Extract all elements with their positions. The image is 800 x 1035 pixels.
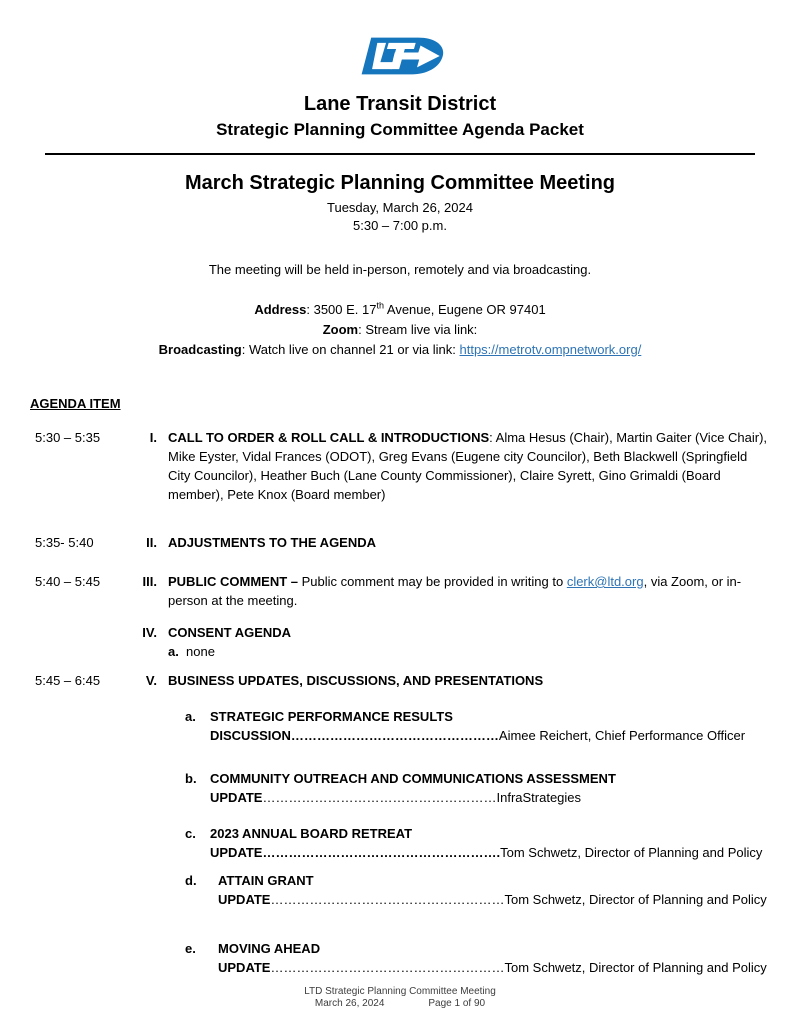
meeting-time: 5:30 – 7:00 p.m. bbox=[353, 218, 447, 233]
business-item-e-letter: e. bbox=[185, 941, 196, 956]
header-logo-wrap bbox=[0, 0, 800, 81]
meeting-date: Tuesday, March 26, 2024 bbox=[327, 200, 473, 215]
business-item-a-label: DISCUSSION bbox=[210, 728, 291, 743]
zoom-rest: : Stream live via link: bbox=[358, 322, 478, 337]
agenda-item-4-lead: CONSENT AGENDA bbox=[168, 625, 292, 640]
business-item-e-label: UPDATE bbox=[218, 960, 271, 975]
agenda-item-2-time: 5:35- 5:40 bbox=[35, 535, 94, 550]
agenda-item-1 bbox=[0, 428, 800, 504]
agenda-item-1-lead: CALL TO ORDER & ROLL CALL & INTRODUCTIONS bbox=[168, 430, 490, 445]
packet-title: Strategic Planning Committee Agenda Packet bbox=[216, 120, 584, 139]
agenda-item-4 bbox=[0, 623, 800, 661]
agenda-item-2-lead: ADJUSTMENTS TO THE AGENDA bbox=[168, 535, 377, 550]
broadcast-link[interactable]: https://metrotv.ompnetwork.org/ bbox=[459, 342, 642, 357]
business-item-e-body bbox=[210, 939, 772, 977]
business-item-b-presenter: InfraStrategies bbox=[496, 790, 582, 805]
clerk-email-link[interactable]: clerk@ltd.org bbox=[566, 574, 644, 589]
business-item-e bbox=[185, 939, 772, 977]
address-pre: : 3500 E. 17 bbox=[306, 302, 377, 317]
consent-sub-letter: a. bbox=[168, 644, 179, 659]
agenda-item-4-time bbox=[35, 623, 127, 661]
footer-meta bbox=[0, 998, 800, 1010]
agenda-item-1-rest: : Alma Hesus (Chair), Martin Gaiter (Vice Chair), Mike Eyster, Vidal Frances (ODOT), Greg Evans (Eugene city Councilor), Beth Blackwell (Springfield City Councilor), Heather Buch (Lane County Commissioner), Claire Syrett, Gino Grimaldi (Board member), Pete Knox (Board member) bbox=[168, 430, 768, 502]
business-item-d-dots: ……………………………………………… bbox=[270, 892, 505, 907]
business-item-b-label: UPDATE bbox=[210, 790, 263, 805]
address-label: Address bbox=[254, 302, 307, 317]
broadcasting-line bbox=[0, 340, 800, 360]
agenda-item-1-text bbox=[157, 428, 772, 504]
address-rest: Avenue, Eugene OR 97401 bbox=[384, 302, 546, 317]
business-item-e-title: MOVING AHEAD bbox=[218, 941, 321, 956]
zoom-line bbox=[0, 320, 800, 340]
business-item-a-body bbox=[210, 707, 772, 745]
agenda-item-1-time: 5:30 – 5:35 bbox=[35, 430, 101, 445]
business-item-d bbox=[185, 871, 772, 909]
business-item-d-letter: d. bbox=[185, 873, 197, 888]
footer-date: March 26, 2024 bbox=[314, 998, 385, 1009]
agenda-item-5-lead: BUSINESS UPDATES, DISCUSSIONS, AND PRESENTATIONS bbox=[168, 673, 544, 688]
agenda-item-5-time: 5:45 – 6:45 bbox=[35, 673, 101, 688]
zoom-label: Zoom bbox=[322, 322, 359, 337]
page-footer bbox=[0, 986, 800, 1010]
business-item-a bbox=[185, 707, 772, 745]
header-divider bbox=[45, 153, 755, 155]
agenda-item-5 bbox=[0, 671, 800, 977]
meeting-title: March Strategic Planning Committee Meeting bbox=[184, 172, 616, 194]
consent-sub-text: none bbox=[186, 644, 215, 659]
consent-sub-item bbox=[168, 642, 772, 661]
business-item-d-title: ATTAIN GRANT bbox=[218, 873, 314, 888]
agenda-list bbox=[0, 428, 800, 977]
agenda-item-2 bbox=[0, 533, 800, 552]
agenda-item-1-numeral: I. bbox=[149, 430, 157, 445]
agenda-item-3-lead: PUBLIC COMMENT – bbox=[168, 574, 302, 589]
broadcasting-label: Broadcasting bbox=[158, 342, 242, 357]
business-item-d-body bbox=[210, 871, 772, 909]
business-item-c-title: 2023 ANNUAL BOARD RETREAT bbox=[210, 826, 413, 841]
business-item-d-presenter: Tom Schwetz, Director of Planning and Policy bbox=[504, 892, 767, 907]
business-item-a-letter: a. bbox=[185, 709, 196, 724]
agenda-item-3-time: 5:40 – 5:45 bbox=[35, 574, 101, 589]
business-item-b-dots: ……………………………………………… bbox=[262, 790, 497, 805]
business-item-c-presenter: Tom Schwetz, Director of Planning and Policy bbox=[500, 845, 763, 860]
agenda-item-2-numeral: II. bbox=[146, 535, 157, 550]
address-line bbox=[0, 300, 800, 320]
agenda-heading: AGENDA ITEM bbox=[30, 396, 121, 411]
agenda-item-3 bbox=[0, 572, 800, 610]
meeting-format-note: The meeting will be held in-person, remotely and via broadcasting. bbox=[208, 262, 592, 277]
business-item-b-title: COMMUNITY OUTREACH AND COMMUNICATIONS ASSESSMENT bbox=[210, 771, 616, 786]
business-item-c-dots-bold: ………………………………………………. bbox=[262, 845, 501, 860]
business-item-a-dots-bold: ………………………………………… bbox=[290, 728, 499, 743]
business-item-d-leader-line bbox=[218, 890, 772, 909]
agenda-item-4-numeral: IV. bbox=[142, 625, 157, 640]
address-ordinal: th bbox=[376, 300, 384, 311]
agenda-item-2-text bbox=[157, 533, 772, 552]
footer-title: LTD Strategic Planning Committee Meeting bbox=[304, 986, 496, 997]
business-item-b bbox=[185, 769, 772, 807]
business-item-c-label: UPDATE bbox=[210, 845, 263, 860]
agenda-item-3-numeral: III. bbox=[142, 574, 157, 589]
agenda-item-3-body: Public comment may be provided in writing to bbox=[301, 574, 567, 589]
footer-page-number: Page 1 of 90 bbox=[428, 998, 486, 1009]
business-item-e-leader-line bbox=[218, 958, 772, 977]
agenda-item-3-tail: , via Zoom, or in-person at the meeting. bbox=[168, 574, 742, 608]
business-item-a-leader-line bbox=[210, 726, 772, 745]
broadcasting-rest: : Watch live on channel 21 or via link: bbox=[241, 342, 460, 357]
agenda-item-5-text bbox=[157, 671, 772, 977]
agenda-item-5-numeral: V. bbox=[145, 673, 157, 688]
business-item-b-body bbox=[210, 769, 772, 807]
agenda-item-4-text bbox=[157, 623, 772, 661]
business-item-c-letter: c. bbox=[185, 826, 196, 841]
business-item-a-title: STRATEGIC PERFORMANCE RESULTS bbox=[210, 709, 453, 724]
business-item-a-presenter: Aimee Reichert, Chief Performance Officer bbox=[498, 728, 746, 743]
meeting-logistics bbox=[0, 300, 800, 360]
business-item-b-letter: b. bbox=[185, 771, 197, 786]
agenda-item-3-text bbox=[157, 572, 772, 610]
business-item-e-presenter: Tom Schwetz, Director of Planning and Policy bbox=[504, 960, 767, 975]
business-item-d-label: UPDATE bbox=[218, 892, 271, 907]
business-item-c-body bbox=[210, 824, 772, 862]
business-item-e-dots: ……………………………………………… bbox=[270, 960, 505, 975]
org-name: Lane Transit District bbox=[303, 93, 497, 115]
business-item-c-leader-line bbox=[210, 843, 772, 862]
business-item-c bbox=[185, 824, 772, 862]
ltd-logo-icon bbox=[352, 34, 448, 78]
business-item-b-leader-line bbox=[210, 788, 772, 807]
